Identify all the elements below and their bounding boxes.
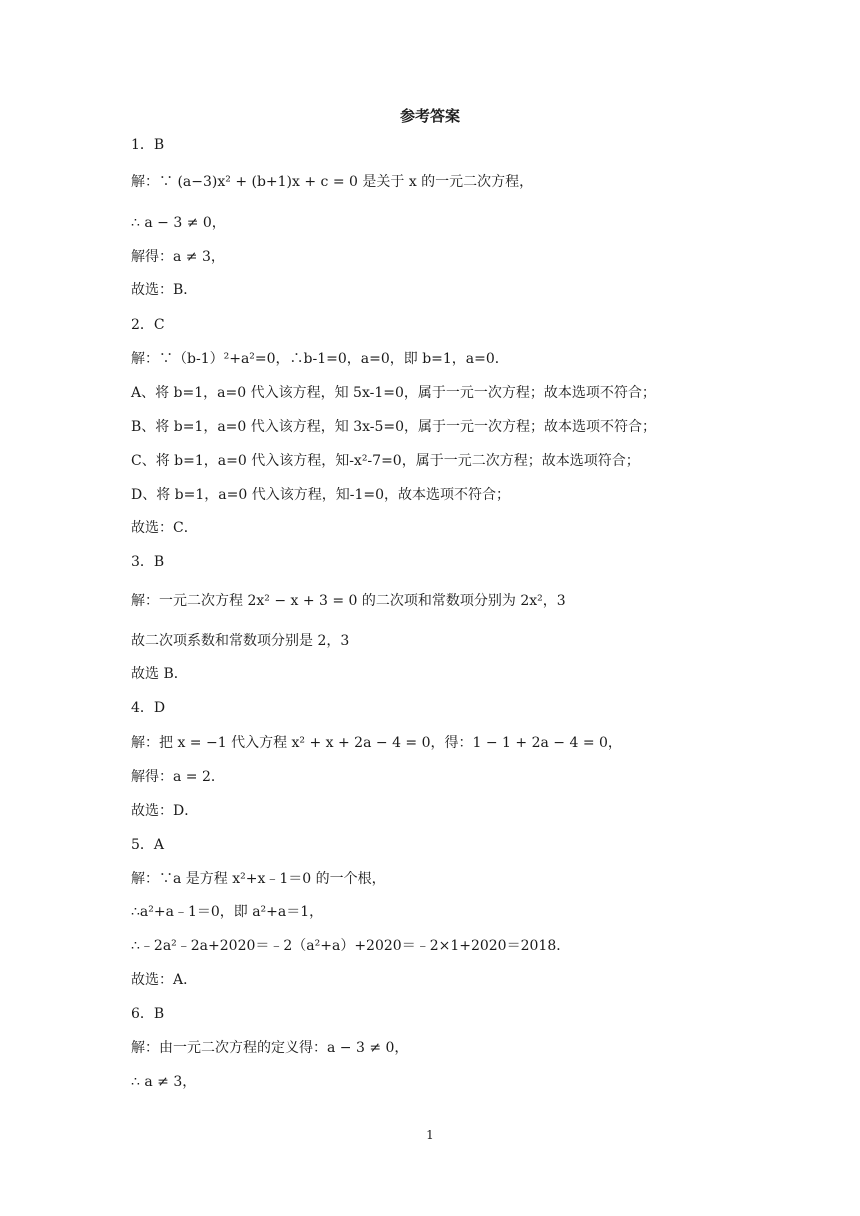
answer-number-5: 5．A — [131, 837, 165, 853]
answer-number-1: 1．B — [131, 137, 165, 153]
solution-line: ∴a²+a﹣1＝0，即 a²+a＝1， — [131, 904, 324, 920]
option-line: A、将 b=1，a=0 代入该方程，知 5x-1=0，属于一元一次方程；故本选项不符合； — [131, 385, 656, 401]
solution-line: 故二次项系数和常数项分别是 2，3 — [131, 633, 350, 649]
answer-number-4: 4．D — [131, 700, 166, 716]
solution-line: 解：把 x = −1 代入方程 x² + x + 2a − 4 = 0，得：1 − 1 + 2a − 4 = 0， — [131, 735, 622, 751]
answer-number-3: 3．B — [131, 554, 165, 570]
solution-line: 解：一元二次方程 2x² − x + 3 = 0 的二次项和常数项分别为 2x²，3 — [131, 593, 566, 609]
solution-line: 解：由一元二次方程的定义得：a − 3 ≠ 0， — [131, 1040, 409, 1056]
solution-line: 解得：a ≠ 3， — [131, 249, 225, 265]
solution-line: 解：∵（b-1）²+a²=0，∴b-1=0，a=0，即 b=1，a=0． — [131, 351, 509, 367]
solution-line: 解：∵ (a−3)x² + (b+1)x + c = 0 是关于 x 的一元二次方程， — [131, 174, 534, 190]
conclusion-line: 故选 B． — [131, 666, 188, 682]
solution-line: ∴﹣2a²﹣2a+2020＝﹣2（a²+a）+2020＝﹣2×1+2020＝2018． — [131, 938, 571, 954]
conclusion-line: 故选：B． — [131, 282, 198, 298]
option-line: B、将 b=1，a=0 代入该方程，知 3x-5=0，属于一元一次方程；故本选项不符合； — [131, 419, 657, 435]
answer-number-2: 2．C — [131, 317, 165, 333]
answer-number-6: 6．B — [131, 1006, 165, 1022]
page-title: 参考答案 — [399, 107, 460, 125]
page-number: 1 — [426, 1128, 434, 1142]
conclusion-line: 故选：C． — [131, 520, 198, 536]
solution-line: 解得：a = 2． — [131, 769, 225, 785]
conclusion-line: 故选：A． — [131, 972, 198, 988]
option-line: C、将 b=1，a=0 代入该方程，知-x²-7=0，属于一元二次方程；故本选项符合； — [131, 453, 640, 469]
solution-line: ∴ a ≠ 3， — [131, 1074, 197, 1090]
option-line: D、将 b=1，a=0 代入该方程，知-1=0，故本选项不符合； — [131, 487, 510, 503]
solution-line: 解：∵a 是方程 x²+x﹣1＝0 的一个根， — [131, 871, 386, 887]
conclusion-line: 故选：D． — [131, 803, 199, 819]
solution-line: ∴ a − 3 ≠ 0， — [131, 215, 226, 231]
